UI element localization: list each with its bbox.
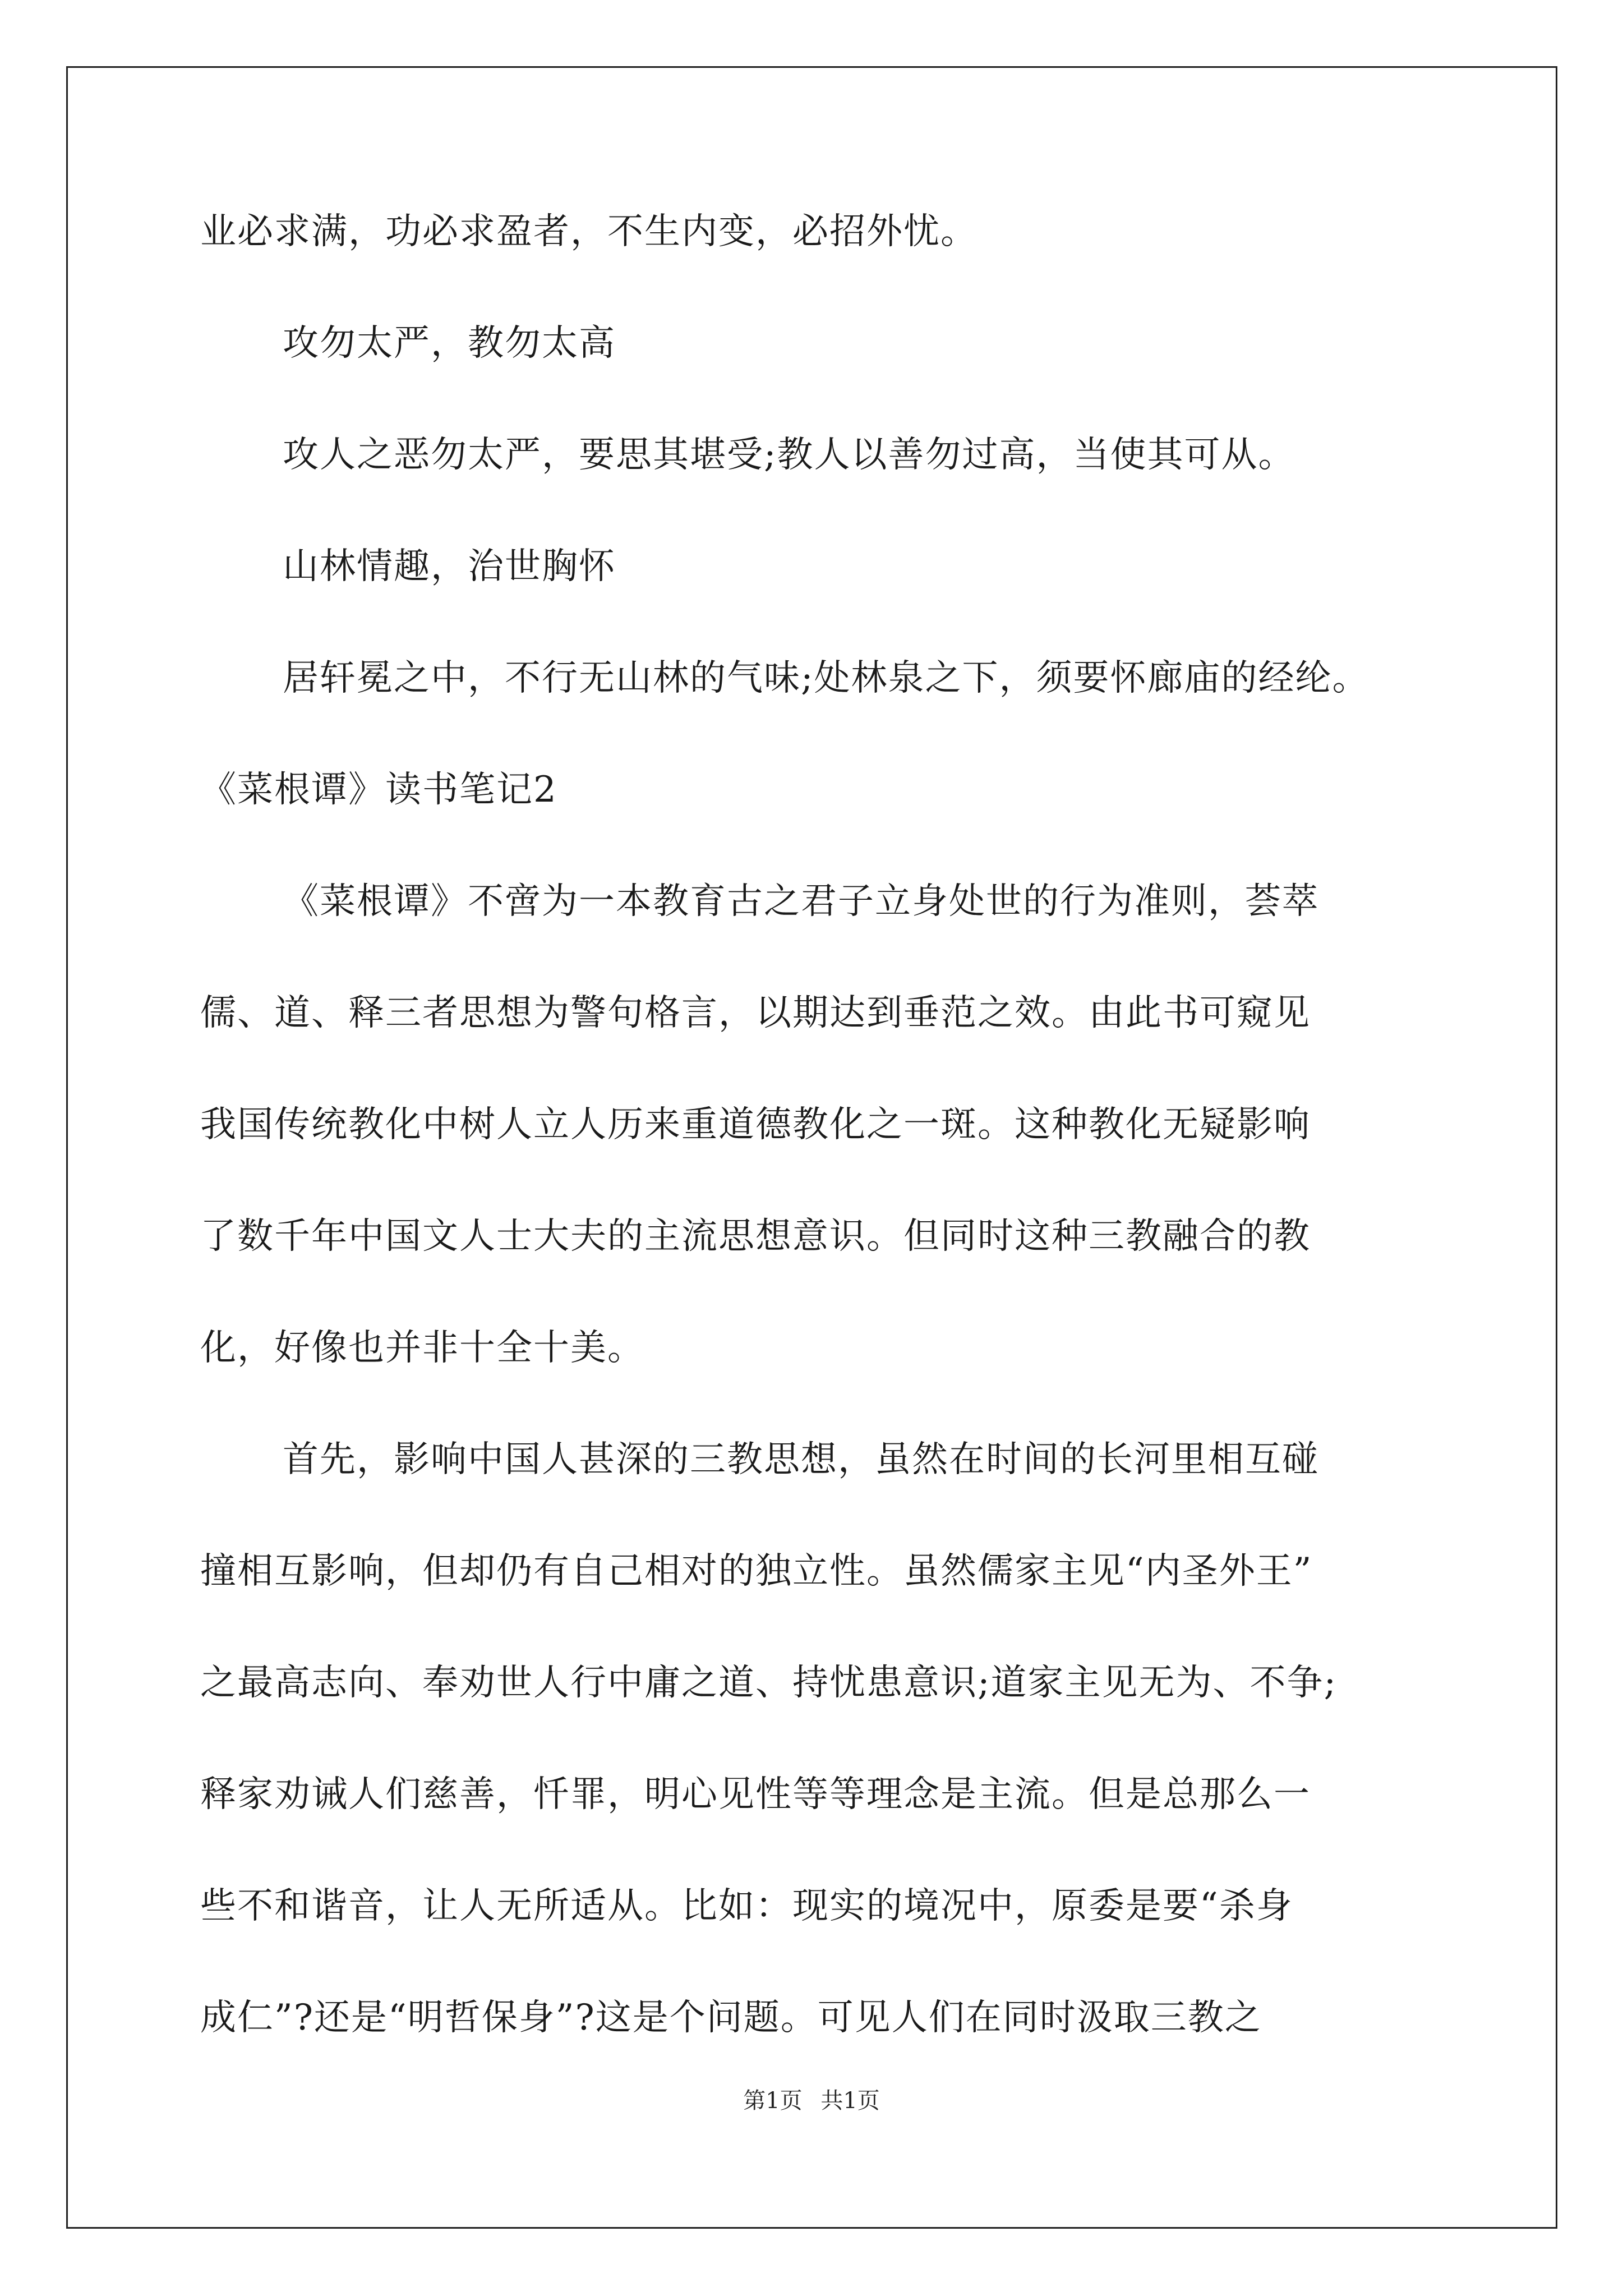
- heading-line-2: 攻勿太严，教勿太高: [283, 323, 616, 364]
- text-line-8: 儒、道、释三者思想为警句格言，以期达到垂范之效。由此书可窥见: [200, 992, 1311, 1034]
- page-number: 第1页: [743, 2088, 803, 2114]
- page-footer: [0, 2087, 1623, 2114]
- text-line-1: 业必求满，功必求盈者，不生内变，必招外忧。: [200, 211, 978, 252]
- text-line-13: 撞相互影响，但却仍有自己相对的独立性。虽然儒家主见“内圣外王”: [200, 1550, 1313, 1592]
- heading-line-4: 山林情趣，治世胸怀: [283, 546, 616, 587]
- text-line-10: 了数千年中国文人士大夫的主流思想意识。但同时这种三教融合的教: [200, 1216, 1311, 1257]
- text-line-7: 《菜根谭》不啻为一本教育古之君子立身处世的行为准则，荟萃: [283, 881, 1319, 922]
- text-line-11: 化，好像也并非十全十美。: [200, 1327, 644, 1369]
- text-line-9: 我国传统教化中树人立人历来重道德教化之一斑。这种教化无疑影响: [200, 1104, 1311, 1145]
- text-line-12: 首先，影响中国人甚深的三教思想，虽然在时间的长河里相互碰: [283, 1439, 1319, 1480]
- page-total: 共1页: [820, 2088, 880, 2114]
- text-line-14: 之最高志向、奉劝世人行中庸之道、持忧患意识;道家主见无为、不争;: [200, 1662, 1338, 1704]
- text-line-5: 居轩冕之中，不行无山林的气味;处林泉之下，须要怀廊庙的经纶。: [283, 657, 1370, 699]
- text-line-3: 攻人之恶勿太严，要思其堪受;教人以善勿过高，当使其可从。: [283, 434, 1295, 476]
- text-line-16: 些不和谐音，让人无所适从。比如：现实的境况中，原委是要“杀身: [200, 1885, 1293, 1927]
- section-title: 《菜根谭》读书笔记2: [200, 769, 557, 811]
- text-line-15: 释家劝诫人们慈善，忏罪，明心见性等等理念是主流。但是总那么一: [200, 1774, 1311, 1815]
- text-line-17: 成仁”?还是“明哲保身”?这是个问题。可见人们在同时汲取三教之: [200, 1997, 1262, 2039]
